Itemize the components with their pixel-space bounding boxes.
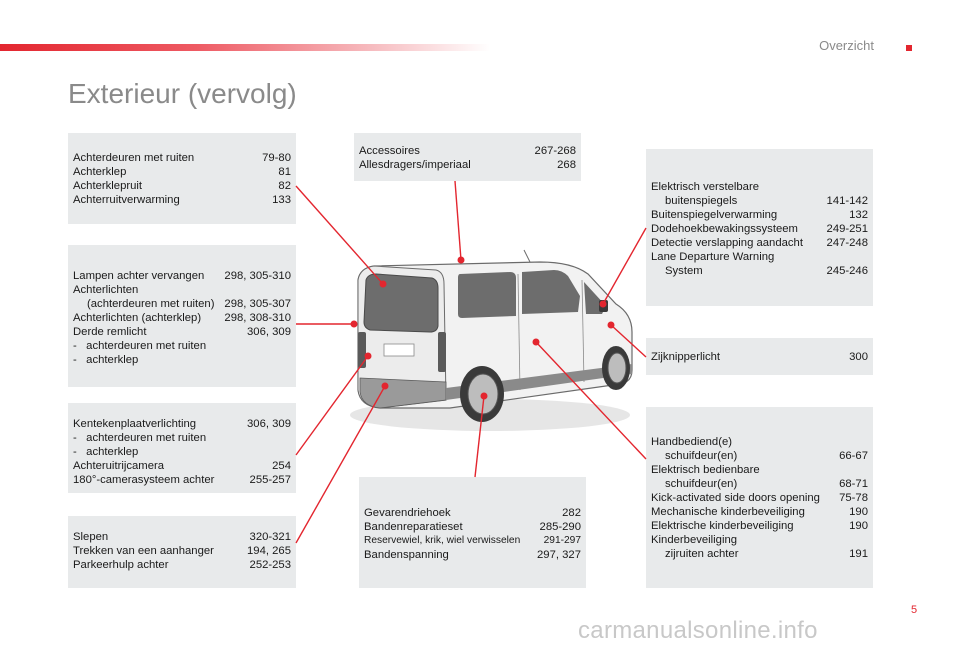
entry-row[interactable]: Achteruitrijcamera 254 — [73, 460, 291, 472]
entry-row[interactable]: Kentekenplaatverlichting 306, 309 — [73, 418, 291, 430]
entry-row[interactable]: Accessoires 267-268 — [359, 145, 576, 157]
entry-heading: Lane Departure Warning — [651, 251, 775, 263]
bullet-item: - achterdeuren met ruiten — [73, 340, 207, 352]
bullet-item: - achterklep — [73, 446, 139, 458]
watermark: carmanualsonline.info — [578, 617, 818, 644]
entry-row[interactable]: System 245-246 — [665, 265, 868, 277]
entry-row[interactable]: buitenspiegels 141-142 — [665, 195, 868, 207]
entry-row[interactable]: Zijknipperlicht 300 — [651, 351, 868, 363]
bullet-item: - achterdeuren met ruiten — [73, 432, 207, 444]
entry-heading: Kinderbeveiliging — [651, 534, 738, 546]
entry-heading: Handbediend(e) — [651, 436, 733, 448]
entry-row[interactable]: Achterdeuren met ruiten 79-80 — [73, 152, 291, 164]
entry-row[interactable]: schuifdeur(en) 68-71 — [665, 478, 868, 490]
entry-row[interactable]: Allesdragers/imperiaal 268 — [359, 159, 576, 171]
entry-row[interactable]: Buitenspiegelverwarming 132 — [651, 209, 868, 221]
page-title: Exterieur (vervolg) — [68, 78, 297, 109]
entry-row[interactable]: Parkeerhulp achter 252-253 — [73, 559, 291, 571]
entry-row[interactable]: Lampen achter vervangen 298, 305-310 — [73, 270, 291, 282]
entry-row[interactable]: Achterruitverwarming 133 — [73, 194, 291, 206]
entry-row[interactable]: schuifdeur(en) 66-67 — [665, 450, 868, 462]
entry-row[interactable]: Achterlichten (achterklep) 298, 308-310 — [73, 312, 291, 324]
entry-row[interactable]: Trekken van een aanhanger 194, 265 — [73, 545, 291, 557]
entry-row[interactable]: Reservewiel, krik, wiel verwisselen 291-297 — [364, 535, 581, 546]
page-number: 5 — [911, 604, 918, 616]
entry-row[interactable]: Achterklepruit 82 — [73, 180, 291, 192]
entry-row[interactable]: Bandenreparatieset 285-290 — [364, 521, 581, 533]
entry-row[interactable]: zijruiten achter 191 — [665, 548, 868, 560]
entry-row[interactable]: Mechanische kinderbeveiliging 190 — [651, 506, 868, 518]
entry-row[interactable]: (achterdeuren met ruiten) 298, 305-307 — [87, 298, 291, 310]
section-title: Overzicht — [819, 38, 874, 53]
entry-heading: Elektrisch verstelbare — [651, 181, 759, 193]
entry-row[interactable]: Dodehoekbewakingssysteem 249-251 — [651, 223, 868, 235]
entry-row[interactable]: 180°-camerasysteem achter 255-257 — [73, 474, 291, 486]
entry-row: Achterlichten — [73, 284, 139, 296]
bullet-item: - achterklep — [73, 354, 139, 366]
entry-row[interactable]: Kick-activated side doors opening 75-78 — [651, 492, 868, 504]
entry-row[interactable]: Gevarendriehoek 282 — [364, 507, 581, 519]
entry-row[interactable]: Derde remlicht 306, 309 — [73, 326, 291, 338]
entry-row[interactable]: Slepen 320-321 — [73, 531, 291, 543]
entry-heading: Elektrisch bedienbare — [651, 464, 760, 476]
entry-row[interactable]: Achterklep 81 — [73, 166, 291, 178]
entry-row[interactable]: Elektrische kinderbeveiliging 190 — [651, 520, 868, 532]
entry-row[interactable]: Detectie verslapping aandacht 247-248 — [651, 237, 868, 249]
entry-row[interactable]: Bandenspanning 297, 327 — [364, 549, 581, 561]
